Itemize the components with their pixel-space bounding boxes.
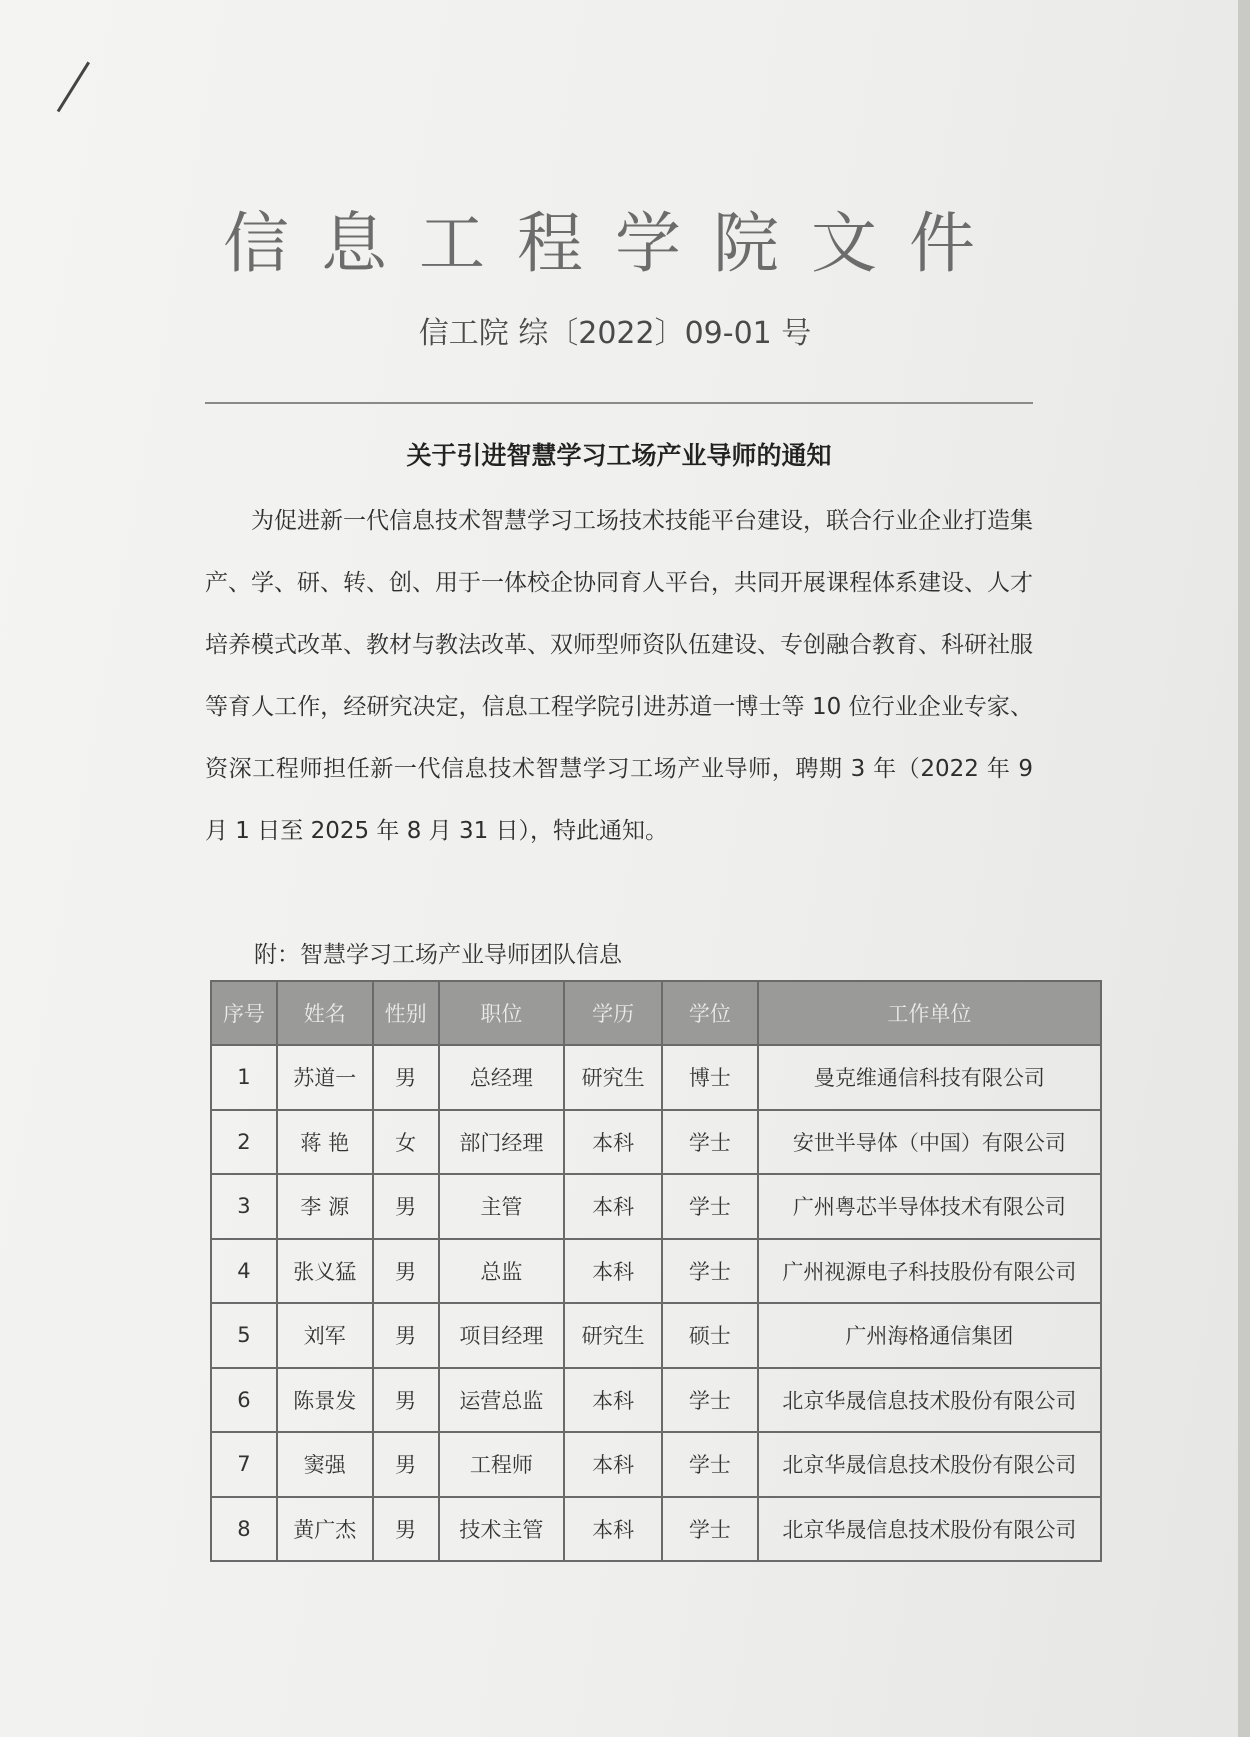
cell-gender: 男 <box>373 1045 439 1110</box>
notice-body: 为促进新一代信息技术智慧学习工场技术技能平台建设，联合行业企业打造集产、学、研、转、创、用于一体校企协同育人平台，共同开展课程体系建设、人才培养模式改革、教材与教法改革、双师型师资队伍建设、专创融合教育、科研社服等育人工作，经研究决定，信息工程学院引进苏道一博士等 10 位行业企业专家、资深工程师担任新一代信息技术智慧学习工场产业导师，聘期 3 年（2022 年 9 月 1 日至 2025 年 8 月 31 日），特此通知。 <box>205 508 1033 844</box>
cell-position: 部门经理 <box>439 1110 565 1175</box>
table-row <box>211 1368 1101 1433</box>
table-row <box>211 1432 1101 1497</box>
header-divider <box>205 402 1033 404</box>
cell-position: 运营总监 <box>439 1368 565 1433</box>
cell-gender: 男 <box>373 1368 439 1433</box>
cell-degree: 学士 <box>662 1368 758 1433</box>
table-row <box>211 1174 1101 1239</box>
cell-gender: 男 <box>373 1497 439 1562</box>
table-row <box>211 1239 1101 1304</box>
cell-employer: 北京华晟信息技术股份有限公司 <box>758 1432 1101 1497</box>
col-header-education: 学历 <box>564 981 662 1045</box>
cell-degree: 学士 <box>662 1432 758 1497</box>
cell-education: 研究生 <box>564 1045 662 1110</box>
cell-index: 2 <box>211 1110 277 1175</box>
pen-mark <box>57 62 90 113</box>
cell-gender: 女 <box>373 1110 439 1175</box>
cell-education: 本科 <box>564 1174 662 1239</box>
cell-position: 技术主管 <box>439 1497 565 1562</box>
cell-degree: 硕士 <box>662 1303 758 1368</box>
col-header-gender: 性别 <box>373 981 439 1045</box>
cell-position: 总经理 <box>439 1045 565 1110</box>
cell-degree: 学士 <box>662 1497 758 1562</box>
col-header-employer: 工作单位 <box>758 981 1101 1045</box>
cell-education: 本科 <box>564 1368 662 1433</box>
cell-name: 苏道一 <box>277 1045 373 1110</box>
cell-name: 黄广杰 <box>277 1497 373 1562</box>
cell-degree: 博士 <box>662 1045 758 1110</box>
table-row <box>211 1110 1101 1175</box>
cell-education: 本科 <box>564 1497 662 1562</box>
cell-index: 6 <box>211 1368 277 1433</box>
cell-index: 8 <box>211 1497 277 1562</box>
table-row <box>211 1045 1101 1110</box>
table-header-row <box>211 981 1101 1045</box>
cell-employer: 广州粤芯半导体技术有限公司 <box>758 1174 1101 1239</box>
cell-index: 5 <box>211 1303 277 1368</box>
notice-title: 关于引进智慧学习工场产业导师的通知 <box>406 441 832 470</box>
col-header-name: 姓名 <box>277 981 373 1045</box>
cell-position: 总监 <box>439 1239 565 1304</box>
cell-position: 项目经理 <box>439 1303 565 1368</box>
table-body <box>211 1045 1101 1561</box>
cell-gender: 男 <box>373 1303 439 1368</box>
cell-education: 本科 <box>564 1110 662 1175</box>
table-row <box>211 1303 1101 1368</box>
cell-employer: 曼克维通信科技有限公司 <box>758 1045 1101 1110</box>
cell-employer: 广州海格通信集团 <box>758 1303 1101 1368</box>
document-header: 信息工程学院文件 <box>223 205 1007 282</box>
cell-name: 蒋 艳 <box>277 1110 373 1175</box>
col-header-index: 序号 <box>211 981 277 1045</box>
appendix-caption: 附：智慧学习工场产业导师团队信息 <box>254 942 622 968</box>
cell-education: 研究生 <box>564 1303 662 1368</box>
cell-employer: 广州视源电子科技股份有限公司 <box>758 1239 1101 1304</box>
cell-index: 7 <box>211 1432 277 1497</box>
cell-degree: 学士 <box>662 1110 758 1175</box>
cell-name: 李 源 <box>277 1174 373 1239</box>
cell-education: 本科 <box>564 1239 662 1304</box>
cell-employer: 北京华晟信息技术股份有限公司 <box>758 1497 1101 1562</box>
table-row <box>211 1497 1101 1562</box>
cell-gender: 男 <box>373 1174 439 1239</box>
cell-employer: 北京华晟信息技术股份有限公司 <box>758 1368 1101 1433</box>
cell-index: 4 <box>211 1239 277 1304</box>
cell-name: 窦强 <box>277 1432 373 1497</box>
cell-name: 陈景发 <box>277 1368 373 1433</box>
cell-position: 主管 <box>439 1174 565 1239</box>
cell-index: 3 <box>211 1174 277 1239</box>
cell-gender: 男 <box>373 1239 439 1304</box>
cell-education: 本科 <box>564 1432 662 1497</box>
cell-name: 刘军 <box>277 1303 373 1368</box>
cell-gender: 男 <box>373 1432 439 1497</box>
cell-name: 张义猛 <box>277 1239 373 1304</box>
document-number: 信工院 综〔2022〕09-01 号 <box>418 316 812 351</box>
cell-employer: 安世半导体（中国）有限公司 <box>758 1110 1101 1175</box>
cell-index: 1 <box>211 1045 277 1110</box>
col-header-position: 职位 <box>439 981 565 1045</box>
cell-degree: 学士 <box>662 1174 758 1239</box>
col-header-degree: 学位 <box>662 981 758 1045</box>
cell-position: 工程师 <box>439 1432 565 1497</box>
cell-degree: 学士 <box>662 1239 758 1304</box>
mentor-table <box>210 980 1102 1562</box>
